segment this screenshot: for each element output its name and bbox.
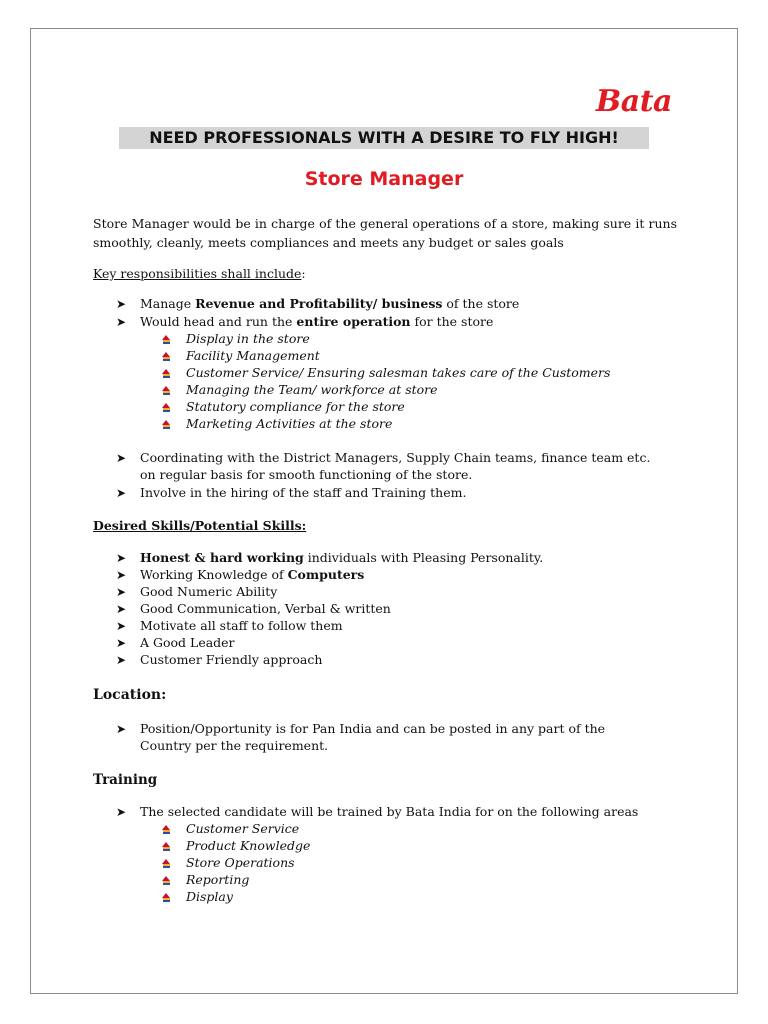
location-line1: Position/Opportunity is for Pan India and can be posted in any part of the bbox=[140, 721, 606, 736]
key-responsibilities-heading bbox=[93, 266, 306, 281]
skill-item: Good Numeric Ability bbox=[140, 584, 278, 599]
arrow-bullet-icon: ➤ bbox=[116, 619, 127, 633]
arrow-bullet-icon: ➤ bbox=[116, 451, 127, 465]
skill-item: Motivate all staff to follow them bbox=[140, 618, 343, 633]
arrow-bullet-icon: ➤ bbox=[116, 653, 127, 667]
responsibility-item-line1: Coordinating with the District Managers, Supply Chain teams, finance team etc. bbox=[140, 450, 651, 465]
arrow-bullet-icon: ➤ bbox=[116, 486, 127, 500]
arrow-bullet-icon: ➤ bbox=[116, 297, 127, 311]
arrow-bullet-icon: ➤ bbox=[116, 805, 127, 819]
key-responsibilities-suffix: shall include bbox=[217, 266, 302, 281]
responsibility-item bbox=[140, 296, 519, 311]
text-segment: Working Knowledge of bbox=[140, 567, 288, 582]
stacked-triangle-bullet-icon bbox=[162, 842, 171, 851]
arrow-bullet-icon: ➤ bbox=[116, 585, 127, 599]
stacked-triangle-bullet-icon bbox=[162, 859, 171, 868]
stacked-triangle-bullet-icon bbox=[162, 369, 171, 378]
stacked-triangle-bullet-icon bbox=[162, 420, 171, 429]
stacked-triangle-bullet-icon bbox=[162, 352, 171, 361]
responsibility-subitem: Customer Service/ Ensuring salesman takes care of the Customers bbox=[186, 365, 611, 380]
bold-segment: Revenue and Profitability/ business bbox=[195, 296, 443, 311]
arrow-bullet-icon: ➤ bbox=[116, 636, 127, 650]
skill-item: A Good Leader bbox=[140, 635, 235, 650]
stacked-triangle-bullet-icon bbox=[162, 825, 171, 834]
training-area: Product Knowledge bbox=[186, 838, 311, 853]
text-segment: Would head and run the bbox=[140, 314, 297, 329]
responsibility-item-line2: on regular basis for smooth functioning of the store. bbox=[140, 467, 473, 482]
bold-segment: Honest & hard working bbox=[140, 550, 304, 565]
desired-skills-heading bbox=[93, 518, 306, 533]
desired-skills-heading-text: Desired Skills/Potential Skills: bbox=[93, 518, 307, 533]
location-heading: Location: bbox=[93, 687, 167, 703]
stacked-triangle-bullet-icon bbox=[162, 386, 171, 395]
responsibility-subitem: Marketing Activities at the store bbox=[186, 416, 393, 431]
stacked-triangle-bullet-icon bbox=[162, 403, 171, 412]
key-responsibilities-underlined: Key responsibilities bbox=[93, 266, 218, 281]
training-heading: Training bbox=[93, 772, 158, 788]
bata-logo: Bata bbox=[595, 84, 672, 119]
skill-item bbox=[140, 567, 364, 582]
headline-banner: NEED PROFESSIONALS WITH A DESIRE TO FLY HIGH! bbox=[119, 127, 649, 149]
training-area: Reporting bbox=[186, 872, 250, 887]
stacked-triangle-bullet-icon bbox=[162, 893, 171, 902]
responsibility-subitem: Statutory compliance for the store bbox=[186, 399, 405, 414]
arrow-bullet-icon: ➤ bbox=[116, 315, 127, 329]
text-segment: of the store bbox=[442, 296, 520, 311]
training-intro: The selected candidate will be trained by Bata India for on the following areas bbox=[140, 804, 639, 819]
arrow-bullet-icon: ➤ bbox=[116, 722, 127, 736]
text-segment: Manage bbox=[140, 296, 196, 311]
text-segment: for the store bbox=[410, 314, 494, 329]
responsibility-item bbox=[140, 314, 493, 329]
skill-item: Good Communication, Verbal & written bbox=[140, 601, 391, 616]
responsibility-subitem: Managing the Team/ workforce at store bbox=[186, 382, 438, 397]
arrow-bullet-icon: ➤ bbox=[116, 551, 127, 565]
training-area: Customer Service bbox=[186, 821, 300, 836]
skill-item bbox=[140, 550, 543, 565]
responsibility-subitem: Facility Management bbox=[186, 348, 320, 363]
responsibility-subitem: Display in the store bbox=[186, 331, 310, 346]
arrow-bullet-icon: ➤ bbox=[116, 568, 127, 582]
training-area: Display bbox=[186, 889, 233, 904]
text-segment: individuals with Pleasing Personality. bbox=[303, 550, 544, 565]
intro-paragraph: Store Manager would be in charge of the general operations of a store, making sure it runs smoothly, cleanly, meets compliances and meets any budget or sales goals bbox=[93, 216, 677, 250]
stacked-triangle-bullet-icon bbox=[162, 876, 171, 885]
skill-item: Customer Friendly approach bbox=[140, 652, 323, 667]
bold-segment: entire operation bbox=[296, 314, 411, 329]
stacked-triangle-bullet-icon bbox=[162, 335, 171, 344]
training-area: Store Operations bbox=[186, 855, 295, 870]
responsibility-item: Involve in the hiring of the staff and Training them. bbox=[140, 485, 467, 500]
arrow-bullet-icon: ➤ bbox=[116, 602, 127, 616]
bold-segment: Computers bbox=[287, 567, 365, 582]
heading-colon: : bbox=[301, 266, 306, 281]
job-title: Store Manager bbox=[304, 168, 464, 190]
location-line2: Country per the requirement. bbox=[140, 738, 329, 753]
